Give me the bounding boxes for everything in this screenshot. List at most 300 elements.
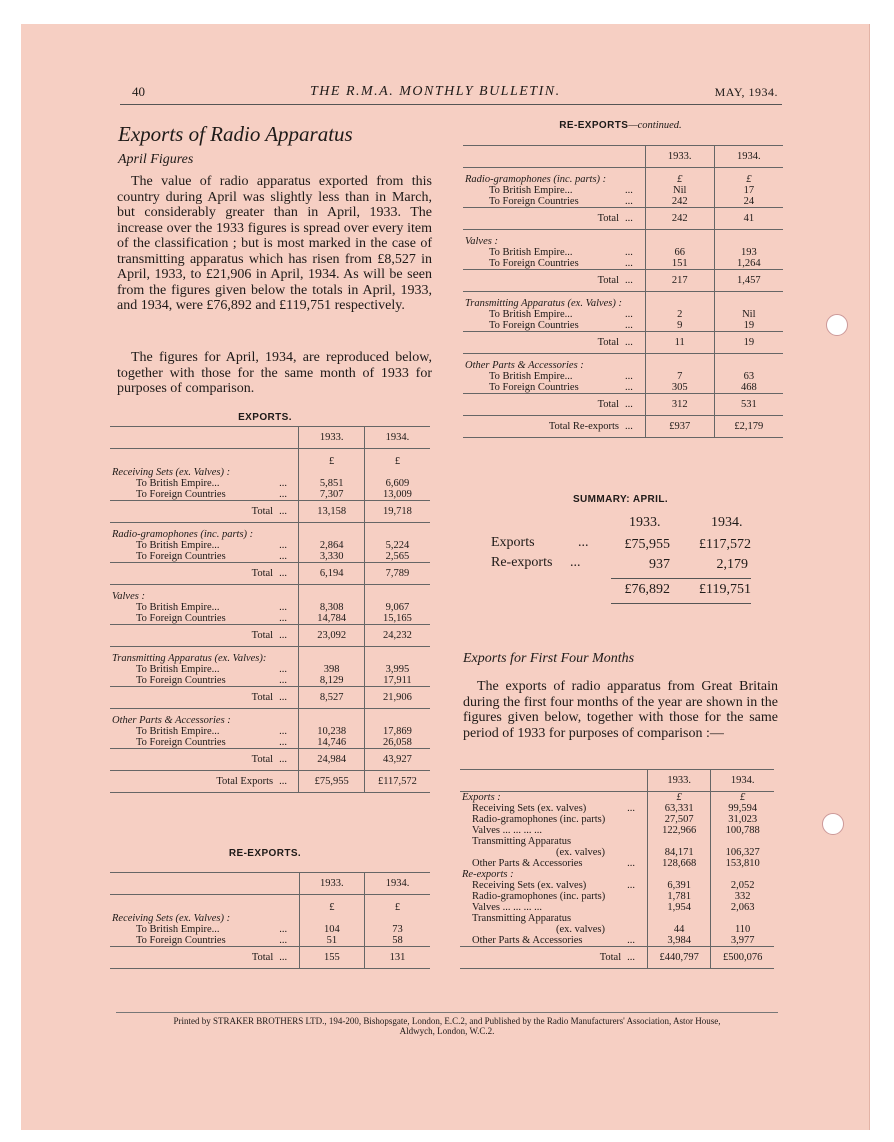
category-label: Valves : bbox=[112, 591, 145, 602]
header-blank bbox=[623, 146, 645, 168]
category-row bbox=[110, 653, 430, 664]
article-subtitle: April Figures bbox=[118, 152, 194, 167]
total-row bbox=[463, 270, 783, 292]
total-1934: 19 bbox=[714, 332, 783, 354]
summary-exports-label: Exports bbox=[491, 535, 535, 550]
issue-date: MAY, 1934. bbox=[714, 85, 778, 99]
row-label: Transmitting Apparatus bbox=[472, 836, 572, 847]
grand-total-row bbox=[463, 416, 783, 438]
blank bbox=[299, 715, 365, 726]
four-months-title: Exports for First Four Months bbox=[463, 651, 635, 666]
value-1933: 128,668 bbox=[648, 858, 711, 869]
value-1934: 193 bbox=[714, 247, 783, 258]
value-1934: 19 bbox=[714, 320, 783, 332]
total-1933: 242 bbox=[645, 208, 714, 230]
total-label: Total bbox=[463, 394, 623, 416]
leader-dots bbox=[625, 836, 647, 847]
summary-exports-1934: £117,572 bbox=[699, 537, 751, 552]
value-1933: 27,507 bbox=[648, 814, 711, 825]
value-1934: 17,869 bbox=[364, 726, 430, 737]
leader-dots bbox=[625, 913, 647, 924]
grand-total-row bbox=[110, 771, 430, 793]
value-1933: 8,129 bbox=[299, 675, 365, 687]
total-label: Total bbox=[110, 947, 277, 969]
leader-dots: ... bbox=[623, 270, 645, 292]
value-1934: 58 bbox=[365, 935, 430, 947]
header-row bbox=[463, 146, 783, 168]
row-label: Radio-gramophones (inc. parts) bbox=[472, 814, 606, 825]
footer-line-2: Aldwych, London, W.C.2. bbox=[399, 1026, 495, 1036]
value-1933: 2 bbox=[645, 309, 714, 320]
data-row bbox=[463, 382, 783, 394]
leader-dots: ... bbox=[277, 771, 299, 793]
leader-dots: ... bbox=[277, 501, 299, 523]
data-row bbox=[460, 825, 774, 836]
row-label: Receiving Sets (ex. valves) bbox=[472, 803, 587, 814]
data-row bbox=[463, 371, 783, 382]
value-1934: 2,052 bbox=[711, 880, 774, 891]
row-label: To British Empire... bbox=[489, 371, 573, 382]
blank bbox=[299, 653, 365, 664]
currency-symbol: £ bbox=[648, 792, 711, 804]
summary-reexports-label: Re-exports bbox=[491, 555, 553, 570]
total-row bbox=[110, 501, 430, 523]
data-row bbox=[463, 320, 783, 332]
value-1934: 6,609 bbox=[364, 478, 430, 489]
column-header-1934: 1934. bbox=[714, 146, 783, 168]
row-label: To British Empire... bbox=[489, 309, 573, 320]
value-1933: 14,746 bbox=[299, 737, 365, 749]
currency-symbol: £ bbox=[711, 792, 774, 804]
grand-total-label: Total Exports bbox=[110, 771, 277, 793]
total-row bbox=[463, 208, 783, 230]
blank bbox=[714, 360, 783, 371]
value-1933: 2,864 bbox=[299, 540, 365, 551]
total-label: Total bbox=[110, 749, 277, 771]
page-number: 40 bbox=[132, 84, 145, 99]
data-row bbox=[463, 247, 783, 258]
value-1934: 13,009 bbox=[364, 489, 430, 501]
column-header-1934: 1934. bbox=[364, 427, 430, 449]
blank bbox=[277, 895, 299, 914]
currency-symbol: £ bbox=[714, 174, 783, 185]
currency-symbol: £ bbox=[645, 174, 714, 185]
leader-dots bbox=[625, 847, 647, 858]
category-row bbox=[463, 298, 783, 309]
data-row bbox=[110, 935, 430, 947]
value-1934: 468 bbox=[714, 382, 783, 394]
leader-dots: ... bbox=[625, 185, 633, 196]
summary-exports-dots: ... bbox=[578, 535, 589, 550]
data-row bbox=[463, 258, 783, 270]
value-1934: 100,788 bbox=[711, 825, 774, 836]
data-row bbox=[460, 836, 774, 847]
leader-dots: ... bbox=[625, 196, 633, 207]
value-1934: 9,067 bbox=[364, 602, 430, 613]
total-1934: 24,232 bbox=[364, 625, 430, 647]
leader-dots: ... bbox=[279, 726, 287, 737]
header-blank bbox=[110, 873, 277, 895]
header-blank bbox=[110, 427, 277, 449]
leader-dots: ... bbox=[625, 309, 633, 320]
summary-reexports-1934: 2,179 bbox=[716, 557, 748, 572]
data-row bbox=[460, 913, 774, 924]
reexports-continued-title: RE-EXPORTS bbox=[559, 120, 629, 131]
summary-total-1934: £119,751 bbox=[699, 582, 751, 597]
printer-footer bbox=[116, 1012, 778, 1036]
value-1934 bbox=[711, 836, 774, 847]
summary-reexports-dots: ... bbox=[570, 555, 581, 570]
leader-dots: ... bbox=[277, 563, 299, 585]
currency-symbol: £ bbox=[299, 449, 365, 468]
blank bbox=[714, 236, 783, 247]
leader-dots: ... bbox=[279, 478, 287, 489]
reexports-continued-table bbox=[463, 145, 783, 438]
data-row bbox=[110, 664, 430, 675]
category-row bbox=[110, 715, 430, 726]
grand-total-1934: £2,179 bbox=[714, 416, 783, 438]
column-header-1933: 1933. bbox=[645, 146, 714, 168]
data-row bbox=[460, 924, 774, 935]
data-row bbox=[110, 540, 430, 551]
value-1933: 84,171 bbox=[648, 847, 711, 858]
category-label: Other Parts & Accessories : bbox=[465, 360, 584, 371]
leader-dots: ... bbox=[623, 332, 645, 354]
value-1933: 63,331 bbox=[648, 803, 711, 814]
total-1934: 43,927 bbox=[364, 749, 430, 771]
header-row bbox=[460, 770, 774, 792]
leader-dots: ... bbox=[625, 320, 633, 331]
total-1934: 21,906 bbox=[364, 687, 430, 709]
category-row bbox=[110, 529, 430, 540]
value-1934: 99,594 bbox=[711, 803, 774, 814]
page-header bbox=[120, 84, 782, 105]
value-1933: 44 bbox=[648, 924, 711, 935]
currency-symbol: £ bbox=[364, 449, 430, 468]
value-1934: 17 bbox=[714, 185, 783, 196]
value-1934: 153,810 bbox=[711, 858, 774, 869]
blank bbox=[364, 529, 430, 540]
total-label: Total bbox=[460, 947, 625, 969]
leader-dots: ... bbox=[625, 947, 647, 969]
category-row bbox=[463, 360, 783, 371]
row-label: Valves ... ... ... ... bbox=[472, 825, 542, 836]
value-1934: 17,911 bbox=[364, 675, 430, 687]
total-label: Total bbox=[463, 270, 623, 292]
blank bbox=[110, 449, 277, 468]
leader-dots: ... bbox=[627, 858, 636, 869]
value-1933: 3,984 bbox=[648, 935, 711, 947]
data-row bbox=[110, 924, 430, 935]
header-blank bbox=[463, 146, 623, 168]
row-label: To British Empire... bbox=[136, 602, 220, 613]
leader-dots bbox=[625, 902, 647, 913]
leader-dots bbox=[625, 825, 647, 836]
summary-total-1933: £76,892 bbox=[624, 582, 670, 597]
value-1933: 51 bbox=[299, 935, 364, 947]
total-1933: 217 bbox=[645, 270, 714, 292]
summary-col-1933: 1933. bbox=[629, 515, 661, 530]
value-1933: 104 bbox=[299, 924, 364, 935]
total-1933: 6,194 bbox=[299, 563, 365, 585]
row-label: Other Parts & Accessories bbox=[472, 858, 583, 869]
column-header-1934: 1934. bbox=[365, 873, 430, 895]
data-row bbox=[110, 602, 430, 613]
four-months-paragraph: The exports of radio apparatus from Great Britain during the first four months of the year are shown in the figures given below, together with those for the same period of 1933 for purposes of comparison :— bbox=[463, 679, 778, 741]
section-label: Exports : bbox=[462, 792, 501, 803]
value-1933: 1,954 bbox=[648, 902, 711, 913]
total-1934: 531 bbox=[714, 394, 783, 416]
blank bbox=[110, 895, 277, 914]
currency-symbol: £ bbox=[299, 895, 364, 914]
row-label: To British Empire... bbox=[489, 247, 573, 258]
category-label: Receiving Sets (ex. Valves) : bbox=[112, 913, 231, 924]
value-1933: 7 bbox=[645, 371, 714, 382]
category-label: Other Parts & Accessories : bbox=[112, 715, 231, 726]
row-label: To Foreign Countries bbox=[489, 196, 579, 207]
leader-dots: ... bbox=[279, 924, 288, 935]
row-label: To British Empire... bbox=[136, 924, 220, 935]
total-1934: 41 bbox=[714, 208, 783, 230]
total-row bbox=[110, 625, 430, 647]
value-1934: 73 bbox=[365, 924, 430, 935]
row-label: To British Empire... bbox=[136, 726, 220, 737]
header-row bbox=[110, 427, 430, 449]
summary-rule bbox=[611, 603, 751, 604]
row-label: Radio-gramophones (inc. parts) bbox=[472, 891, 606, 902]
leader-dots: ... bbox=[623, 416, 645, 438]
continued-label: —continued. bbox=[628, 120, 682, 131]
blank bbox=[277, 449, 299, 468]
row-label: To Foreign Countries bbox=[136, 737, 226, 748]
value-1933: 151 bbox=[645, 258, 714, 270]
total-1934: £500,076 bbox=[711, 947, 774, 969]
value-1934: 2,063 bbox=[711, 902, 774, 913]
punch-hole bbox=[822, 813, 844, 835]
value-1934: 1,264 bbox=[714, 258, 783, 270]
data-row bbox=[463, 309, 783, 320]
value-1933: 5,851 bbox=[299, 478, 365, 489]
blank bbox=[364, 653, 430, 664]
blank bbox=[645, 236, 714, 247]
value-1933: 9 bbox=[645, 320, 714, 332]
total-1933: 312 bbox=[645, 394, 714, 416]
summary-rule bbox=[611, 578, 751, 579]
value-1933: 7,307 bbox=[299, 489, 365, 501]
total-1933: 23,092 bbox=[299, 625, 365, 647]
value-1933: 14,784 bbox=[299, 613, 365, 625]
total-label: Total bbox=[110, 625, 277, 647]
row-label: (ex. valves) bbox=[556, 847, 605, 858]
leader-dots: ... bbox=[623, 208, 645, 230]
category-row bbox=[110, 913, 430, 924]
value-1934: 332 bbox=[711, 891, 774, 902]
grand-total-1933: £937 bbox=[645, 416, 714, 438]
value-1933: 10,238 bbox=[299, 726, 365, 737]
value-1933: 3,330 bbox=[299, 551, 365, 563]
blank bbox=[364, 467, 430, 478]
total-label: Total bbox=[463, 208, 623, 230]
row-label: Other Parts & Accessories bbox=[472, 935, 583, 946]
leader-dots: ... bbox=[279, 540, 287, 551]
four-months-table bbox=[460, 769, 774, 969]
leader-dots: ... bbox=[277, 749, 299, 771]
row-label: To British Empire... bbox=[136, 664, 220, 675]
leader-dots: ... bbox=[279, 675, 287, 686]
data-row bbox=[460, 814, 774, 825]
value-1934: 3,995 bbox=[364, 664, 430, 675]
leader-dots: ... bbox=[627, 880, 636, 891]
reexports-continued-heading bbox=[463, 120, 778, 131]
data-row bbox=[110, 675, 430, 687]
leader-dots bbox=[625, 924, 647, 935]
data-row bbox=[110, 478, 430, 489]
header-blank bbox=[460, 770, 625, 792]
leader-dots: ... bbox=[279, 602, 287, 613]
row-label: Transmitting Apparatus bbox=[472, 913, 572, 924]
grand-total-label: Total Re-exports bbox=[463, 416, 623, 438]
value-1934: Nil bbox=[714, 309, 783, 320]
data-row bbox=[110, 551, 430, 563]
row-label: To Foreign Countries bbox=[489, 320, 579, 331]
leader-dots bbox=[625, 891, 647, 902]
category-label: Radio-gramophones (inc. parts) : bbox=[112, 529, 254, 540]
category-row bbox=[463, 174, 783, 185]
blank bbox=[645, 360, 714, 371]
leader-dots: ... bbox=[279, 664, 287, 675]
row-label: To Foreign Countries bbox=[136, 489, 226, 500]
leader-dots: ... bbox=[625, 258, 633, 269]
row-label: To Foreign Countries bbox=[136, 675, 226, 686]
total-1933: 13,158 bbox=[299, 501, 365, 523]
total-row bbox=[460, 947, 774, 969]
leader-dots: ... bbox=[623, 394, 645, 416]
leader-dots: ... bbox=[279, 935, 288, 946]
row-label: To Foreign Countries bbox=[136, 551, 226, 562]
header-blank bbox=[277, 873, 299, 895]
section-label-row bbox=[460, 869, 774, 880]
total-1934: 131 bbox=[365, 947, 430, 969]
article-paragraph-2: The figures for April, 1934, are reproduced below, together with those for the same month of 1933 for purposes of comparison. bbox=[117, 350, 432, 396]
total-1933: 24,984 bbox=[299, 749, 365, 771]
leader-dots: ... bbox=[625, 371, 633, 382]
value-1934: 24 bbox=[714, 196, 783, 208]
value-1933 bbox=[648, 836, 711, 847]
data-row bbox=[110, 726, 430, 737]
total-1933: 8,527 bbox=[299, 687, 365, 709]
leader-dots: ... bbox=[625, 247, 633, 258]
summary-heading: SUMMARY: APRIL. bbox=[572, 494, 669, 505]
row-label: (ex. valves) bbox=[556, 924, 605, 935]
value-1934: 110 bbox=[711, 924, 774, 935]
value-1934: 3,977 bbox=[711, 935, 774, 947]
leader-dots: ... bbox=[279, 737, 287, 748]
article-title: Exports of Radio Apparatus bbox=[118, 122, 353, 146]
data-row bbox=[463, 196, 783, 208]
summary-col-1934: 1934. bbox=[711, 515, 743, 530]
value-1933: 305 bbox=[645, 382, 714, 394]
value-1933: 8,308 bbox=[299, 602, 365, 613]
value-1934: 63 bbox=[714, 371, 783, 382]
total-label: Total bbox=[110, 501, 277, 523]
total-1934: 7,789 bbox=[364, 563, 430, 585]
grand-total-1934: £117,572 bbox=[364, 771, 430, 793]
value-1933: Nil bbox=[645, 185, 714, 196]
header-blank bbox=[277, 427, 299, 449]
currency-row bbox=[110, 895, 430, 914]
row-label: To British Empire... bbox=[136, 478, 220, 489]
value-1934: 5,224 bbox=[364, 540, 430, 551]
category-label: Transmitting Apparatus (ex. Valves) : bbox=[465, 298, 623, 309]
summary-reexports-1933: 937 bbox=[649, 557, 670, 572]
category-row bbox=[463, 236, 783, 247]
data-row bbox=[460, 902, 774, 913]
total-1934: 19,718 bbox=[364, 501, 430, 523]
data-row bbox=[110, 737, 430, 749]
total-label: Total bbox=[463, 332, 623, 354]
blank bbox=[648, 869, 711, 880]
footer-line-1: Printed by STRAKER BROTHERS LTD., 194-200, Bishopsgate, London, E.C.2, and Published by the Radio Manufacturers' Association, Astor House, bbox=[173, 1016, 721, 1026]
column-header-1933: 1933. bbox=[648, 770, 711, 792]
blank bbox=[364, 591, 430, 602]
leader-dots: ... bbox=[625, 382, 633, 393]
value-1933: 66 bbox=[645, 247, 714, 258]
data-row bbox=[460, 858, 774, 869]
total-label: Total bbox=[110, 563, 277, 585]
blank bbox=[364, 715, 430, 726]
data-row bbox=[460, 847, 774, 858]
section-label: Re-exports : bbox=[462, 869, 514, 880]
data-row bbox=[460, 803, 774, 814]
total-row bbox=[110, 687, 430, 709]
row-label: To British Empire... bbox=[136, 540, 220, 551]
column-header-1934: 1934. bbox=[711, 770, 774, 792]
leader-dots: ... bbox=[627, 803, 636, 814]
data-row bbox=[460, 891, 774, 902]
row-label: To Foreign Countries bbox=[136, 613, 226, 624]
total-1933: £440,797 bbox=[648, 947, 711, 969]
row-label: To Foreign Countries bbox=[136, 935, 226, 946]
blank bbox=[299, 591, 365, 602]
leader-dots: ... bbox=[277, 687, 299, 709]
data-row bbox=[110, 613, 430, 625]
row-label: To Foreign Countries bbox=[489, 258, 579, 269]
total-1933: 11 bbox=[645, 332, 714, 354]
data-row bbox=[460, 935, 774, 947]
summary-exports-1933: £75,955 bbox=[624, 537, 670, 552]
reexports-table bbox=[110, 872, 430, 969]
exports-table bbox=[110, 426, 430, 793]
grand-total-1933: £75,955 bbox=[299, 771, 365, 793]
category-row bbox=[110, 591, 430, 602]
value-1933: 242 bbox=[645, 196, 714, 208]
value-1934: 15,165 bbox=[364, 613, 430, 625]
row-label: Valves ... ... ... ... bbox=[472, 902, 542, 913]
category-row bbox=[110, 467, 430, 478]
column-header-1933: 1933. bbox=[299, 427, 365, 449]
category-label: Receiving Sets (ex. Valves) : bbox=[112, 467, 231, 478]
data-row bbox=[463, 185, 783, 196]
summary-table bbox=[463, 515, 783, 607]
row-label: To British Empire... bbox=[489, 185, 573, 196]
article-paragraph-1: The value of radio apparatus exported from this country during April was slightly less than in March, but considerably greater than in April, 1933. The increase over the 1933 figures is spread over every item of the classification ; but is most marked in the case of transmitting apparatus which has risen from £8,527 in April, 1933, to £21,906 in April, 1934. As will be seen from the figures given below the totals in April, 1933, and 1934, were £76,892 and £119,751 respectively. bbox=[117, 174, 432, 313]
data-row bbox=[460, 880, 774, 891]
reexports-heading: RE-EXPORTS. bbox=[228, 848, 302, 859]
leader-dots: ... bbox=[277, 625, 299, 647]
bulletin-title: THE R.M.A. MONTHLY BULLETIN. bbox=[310, 84, 561, 99]
value-1934: 106,327 bbox=[711, 847, 774, 858]
value-1933: 1,781 bbox=[648, 891, 711, 902]
